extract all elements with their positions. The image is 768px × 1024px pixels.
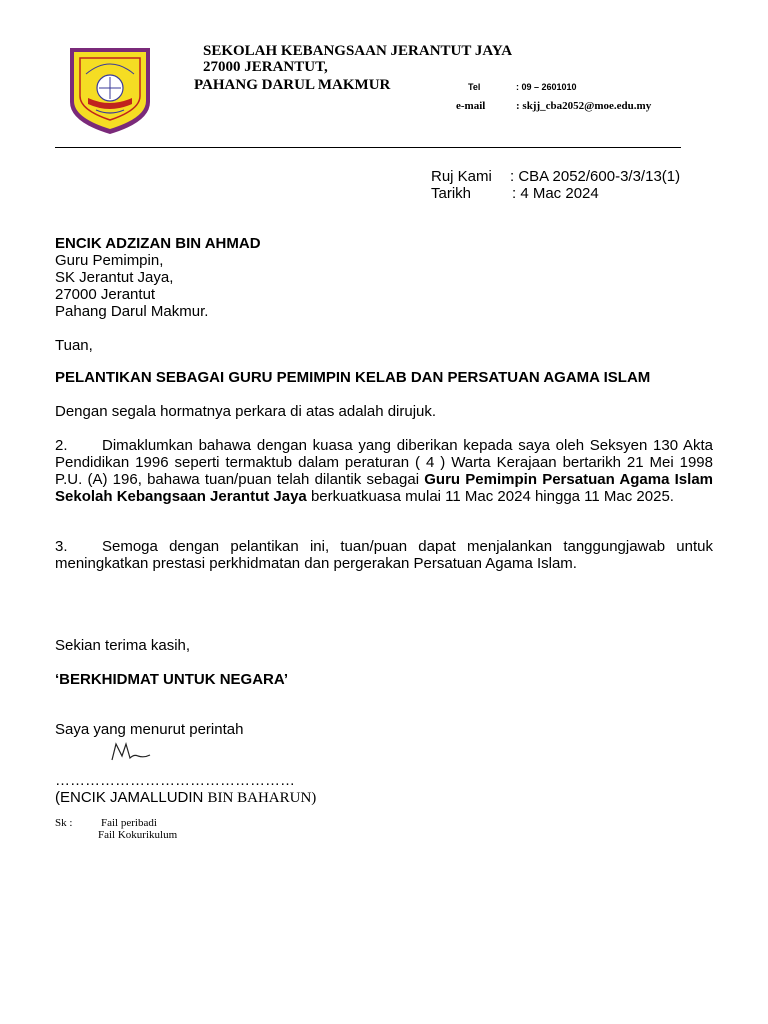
paragraph-2 xyxy=(55,437,713,505)
closing-order: Saya yang menurut perintah xyxy=(55,721,244,738)
paragraph-text: Semoga dengan pelantikan ini, tuan/puan dapat menjalankan tanggungjawab untuk meningkatkan prestasi perkhidmatan dan pergerakan Persatuan Agama Islam. xyxy=(55,538,713,572)
motto: ‘BERKHIDMAT UNTUK NEGARA’ xyxy=(55,671,289,688)
recipient-line: SK Jerantut Jaya, xyxy=(55,269,174,286)
ref-label: Ruj Kami xyxy=(431,168,492,185)
email-value: : skjj_cba2052@moe.edu.my xyxy=(516,100,652,112)
signatory-name-prefix: (ENCIK JAMALLUDIN xyxy=(55,789,208,806)
signatory-name-suffix: BIN BAHARUN) xyxy=(207,790,317,806)
paragraph-text: berkuatkuasa mulai 11 Mac 2024 hingga 11 Mac 2025. xyxy=(306,488,674,505)
date-label: Tarikh xyxy=(431,185,472,202)
cc-item: Fail peribadi xyxy=(101,817,157,829)
paragraph-text: Dimaklumkan bahawa dengan kuasa yang diberikan kepada saya oleh Seksyen 130 Akta Pendidikan 1996 seperti termaktub dalam peraturan ( 4 ) Warta Kerajaan bertarikh 21 Mei 1998 P.U. (A) 196, bahawa tuan/puan telah dilantik sebagai xyxy=(55,437,713,488)
header-divider xyxy=(55,147,681,148)
email-label: e-mail xyxy=(456,100,486,112)
school-name: SEKOLAH KEBANGSAAN JERANTUT JAYA xyxy=(203,43,513,59)
recipient-line: Guru Pemimpin, xyxy=(55,252,164,269)
cc-item: Fail Kokurikulum xyxy=(98,829,178,841)
letter-subject: PELANTIKAN SEBAGAI GURU PEMIMPIN KELAB DAN PERSATUAN AGAMA ISLAM xyxy=(55,369,651,386)
signature-line: ………………………………………… xyxy=(55,772,295,789)
school-postcode-city: 27000 JERANTUT, xyxy=(203,59,328,75)
tel-label: Tel xyxy=(468,82,481,92)
recipient-line: Pahang Darul Makmur. xyxy=(55,303,209,320)
appointment-title: Guru Pemimpin Persatuan Agama Islam Sekolah Kebangsaan Jerantut Jaya xyxy=(55,471,713,505)
intro-paragraph: Dengan segala hormatnya perkara di atas adalah dirujuk. xyxy=(55,403,437,420)
signatory-name xyxy=(55,789,316,807)
handwritten-signature-icon xyxy=(108,740,178,764)
paragraph-number: 2. xyxy=(55,437,68,454)
paragraph-3 xyxy=(55,538,713,572)
ref-value: : CBA 2052/600-3/3/13(1) xyxy=(510,168,681,185)
school-crest-icon xyxy=(66,44,154,136)
school-state: PAHANG DARUL MAKMUR xyxy=(194,77,391,93)
recipient-name: ENCIK ADZIZAN BIN AHMAD xyxy=(55,235,261,252)
recipient-line: 27000 Jerantut xyxy=(55,286,156,303)
closing-thanks: Sekian terima kasih, xyxy=(55,637,191,654)
date-value: : 4 Mac 2024 xyxy=(512,185,599,202)
salutation: Tuan, xyxy=(55,337,93,354)
paragraph-number: 3. xyxy=(55,538,68,555)
cc-label: Sk : xyxy=(55,817,73,829)
tel-value: : 09 – 2601010 xyxy=(516,82,577,92)
